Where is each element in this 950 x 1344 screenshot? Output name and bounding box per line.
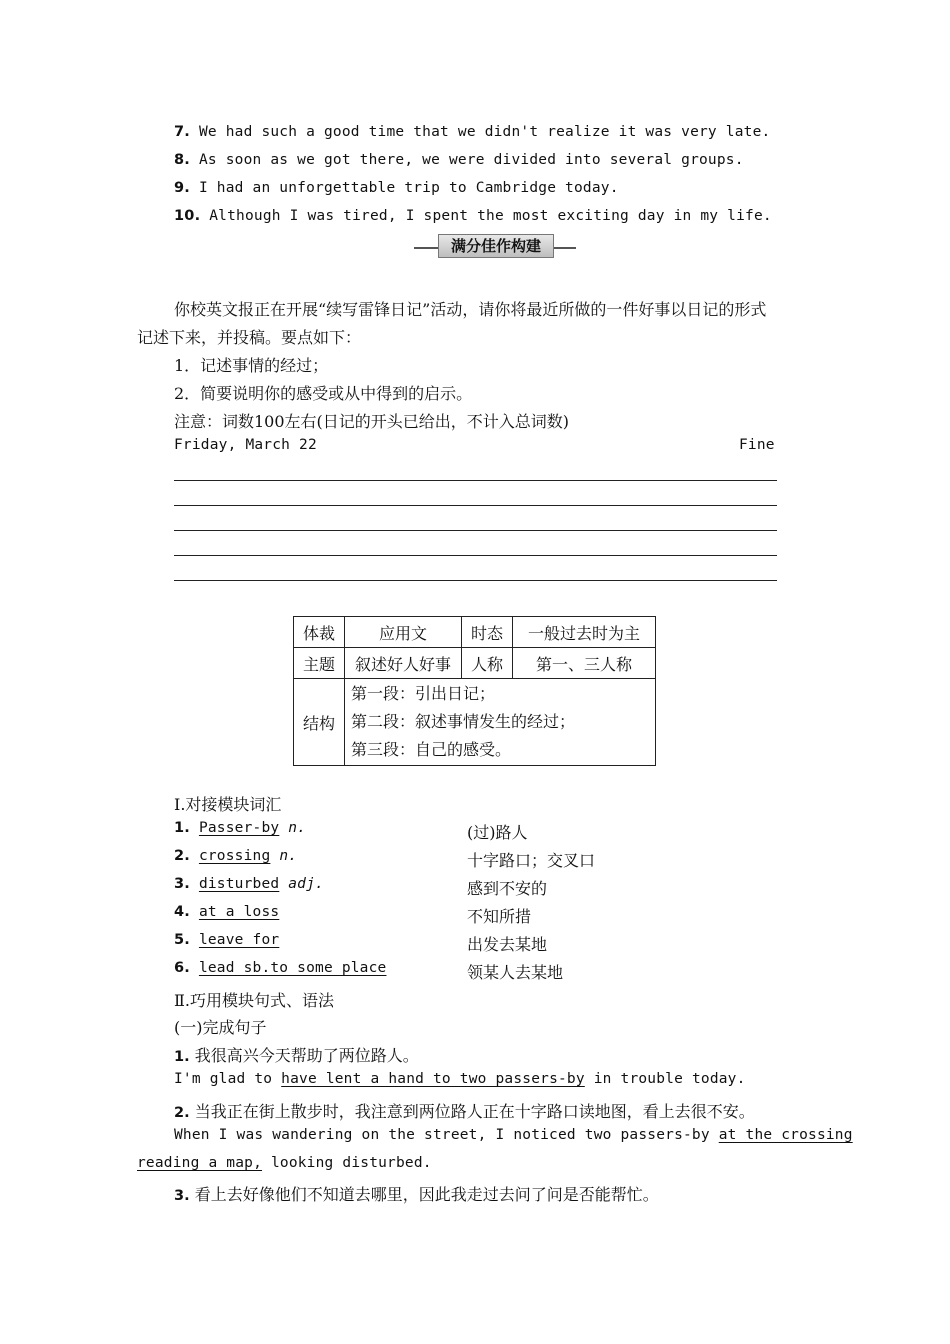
writing-line xyxy=(174,505,777,506)
sentence-text: I had an unforgettable trip to Cambridge today. xyxy=(198,180,619,196)
subsection-heading: (一)完成句子 xyxy=(174,1018,267,1037)
question-1-answer xyxy=(174,1071,746,1087)
answer-text: I'm glad to xyxy=(174,1071,282,1087)
table-cell-genre-value: 应用文 xyxy=(345,617,462,648)
vocab-number: 1. xyxy=(174,820,190,836)
banner-title: 满分佳作构建 xyxy=(438,234,554,258)
task-intro-line2: 记述下来，并投稿。要点如下： xyxy=(137,328,362,347)
question-2-answer-line2 xyxy=(137,1155,432,1171)
vocab-meaning: 不知所措 xyxy=(467,907,532,926)
answer-text: in trouble today. xyxy=(584,1071,746,1087)
table-cell-structure-value xyxy=(345,679,656,766)
vocab-item xyxy=(174,960,386,976)
section-banner xyxy=(414,234,576,258)
sentence-number: 10. xyxy=(174,208,201,224)
task-point-1: 1．记述事情的经过； xyxy=(174,356,329,375)
writing-line xyxy=(174,530,777,531)
question-1-prompt xyxy=(174,1043,419,1066)
table-cell-person-label: 人称 xyxy=(462,648,513,679)
table-cell-theme-value: 叙述好人好事 xyxy=(345,648,462,679)
table-cell-person-value: 第一、三人称 xyxy=(513,648,656,679)
writing-line xyxy=(174,555,777,556)
task-note: 注意：词数100左右(日记的开头已给出，不计入总词数) xyxy=(174,412,570,431)
question-3-prompt xyxy=(174,1182,659,1205)
vocab-meaning: 感到不安的 xyxy=(467,879,548,898)
vocab-item xyxy=(174,820,306,836)
answer-blank: reading a map, xyxy=(137,1155,263,1171)
sentence-number: 7. xyxy=(174,124,190,140)
section-heading-sentences: Ⅱ.巧用模块句式、语法 xyxy=(174,991,334,1010)
table-row xyxy=(294,648,656,679)
table-row xyxy=(294,617,656,648)
table-cell-structure-label: 结构 xyxy=(294,679,345,766)
sentence-text: We had such a good time that we didn't realize it was very late. xyxy=(198,124,771,140)
writing-analysis-table xyxy=(293,616,656,766)
banner-right-rule xyxy=(554,247,576,249)
answer-text: When I was wandering on the street, I noticed two passers-by xyxy=(174,1127,719,1143)
vocab-answer: lead sb.to some place xyxy=(198,960,387,976)
sentence-number: 8. xyxy=(174,152,190,168)
question-2-answer-line1 xyxy=(174,1127,853,1143)
question-number: 2. xyxy=(174,1105,190,1121)
vocab-meaning: 领某人去某地 xyxy=(467,963,564,982)
vocab-number: 3. xyxy=(174,876,190,892)
vocab-meaning: 十字路口；交叉口 xyxy=(467,851,596,870)
structure-line: 第二段：叙述事情发生的经过； xyxy=(351,712,576,731)
sentence-7 xyxy=(174,124,770,140)
answer-blank: at the crossing xyxy=(718,1127,853,1143)
table-cell-theme-label: 主题 xyxy=(294,648,345,679)
question-number: 3. xyxy=(174,1188,190,1204)
vocab-number: 6. xyxy=(174,960,190,976)
diary-date: Friday, March 22 xyxy=(174,437,317,453)
answer-text: looking disturbed. xyxy=(262,1155,432,1171)
table-cell-tense-value: 一般过去时为主 xyxy=(513,617,656,648)
answer-blank: have lent a hand to two passers-by xyxy=(281,1071,585,1087)
sentence-number: 9. xyxy=(174,180,190,196)
sentence-text: Although I was tired, I spent the most exciting day in my life. xyxy=(209,208,772,224)
task-intro-line1: 你校英文报正在开展“续写雷锋日记”活动，请你将最近所做的一件好事以日记的形式 xyxy=(174,300,767,319)
section-heading-vocab: Ⅰ.对接模块词汇 xyxy=(174,795,282,814)
table-cell-genre-label: 体裁 xyxy=(294,617,345,648)
vocab-answer: Passer-by xyxy=(198,820,280,836)
vocab-number: 2. xyxy=(174,848,190,864)
question-chinese: 当我正在街上散步时，我注意到两位路人正在十字路口读地图，看上去很不安。 xyxy=(194,1102,755,1121)
writing-line xyxy=(174,480,777,481)
vocab-pos: n. xyxy=(288,820,307,836)
vocab-item xyxy=(174,904,279,920)
question-2-prompt xyxy=(174,1099,755,1122)
diary-weather: Fine xyxy=(739,437,775,453)
vocab-meaning: 出发去某地 xyxy=(467,935,548,954)
writing-line xyxy=(174,580,777,581)
vocab-number: 5. xyxy=(174,932,190,948)
sentence-10 xyxy=(174,208,772,224)
question-chinese: 看上去好像他们不知道去哪里，因此我走过去问了问是否能帮忙。 xyxy=(194,1185,659,1204)
vocab-pos: adj. xyxy=(288,876,324,892)
vocab-meaning: (过)路人 xyxy=(467,823,528,842)
vocab-item xyxy=(174,848,297,864)
vocab-item xyxy=(174,876,324,892)
structure-line: 第三段：自己的感受。 xyxy=(351,740,512,759)
structure-line: 第一段：引出日记； xyxy=(351,684,496,703)
sentence-8 xyxy=(174,152,744,168)
question-chinese: 我很高兴今天帮助了两位路人。 xyxy=(194,1046,419,1065)
vocab-answer: disturbed xyxy=(198,876,280,892)
question-number: 1. xyxy=(174,1049,190,1065)
sentence-9 xyxy=(174,180,619,196)
vocab-number: 4. xyxy=(174,904,190,920)
sentence-text: As soon as we got there, we were divided into several groups. xyxy=(198,152,744,168)
vocab-answer: leave for xyxy=(198,932,280,948)
table-row xyxy=(294,679,656,766)
vocab-item xyxy=(174,932,279,948)
vocab-answer: at a loss xyxy=(198,904,280,920)
banner-left-rule xyxy=(414,247,438,249)
vocab-answer: crossing xyxy=(198,848,271,864)
table-cell-tense-label: 时态 xyxy=(462,617,513,648)
vocab-pos: n. xyxy=(279,848,298,864)
task-point-2: 2．简要说明你的感受或从中得到的启示。 xyxy=(174,384,473,403)
